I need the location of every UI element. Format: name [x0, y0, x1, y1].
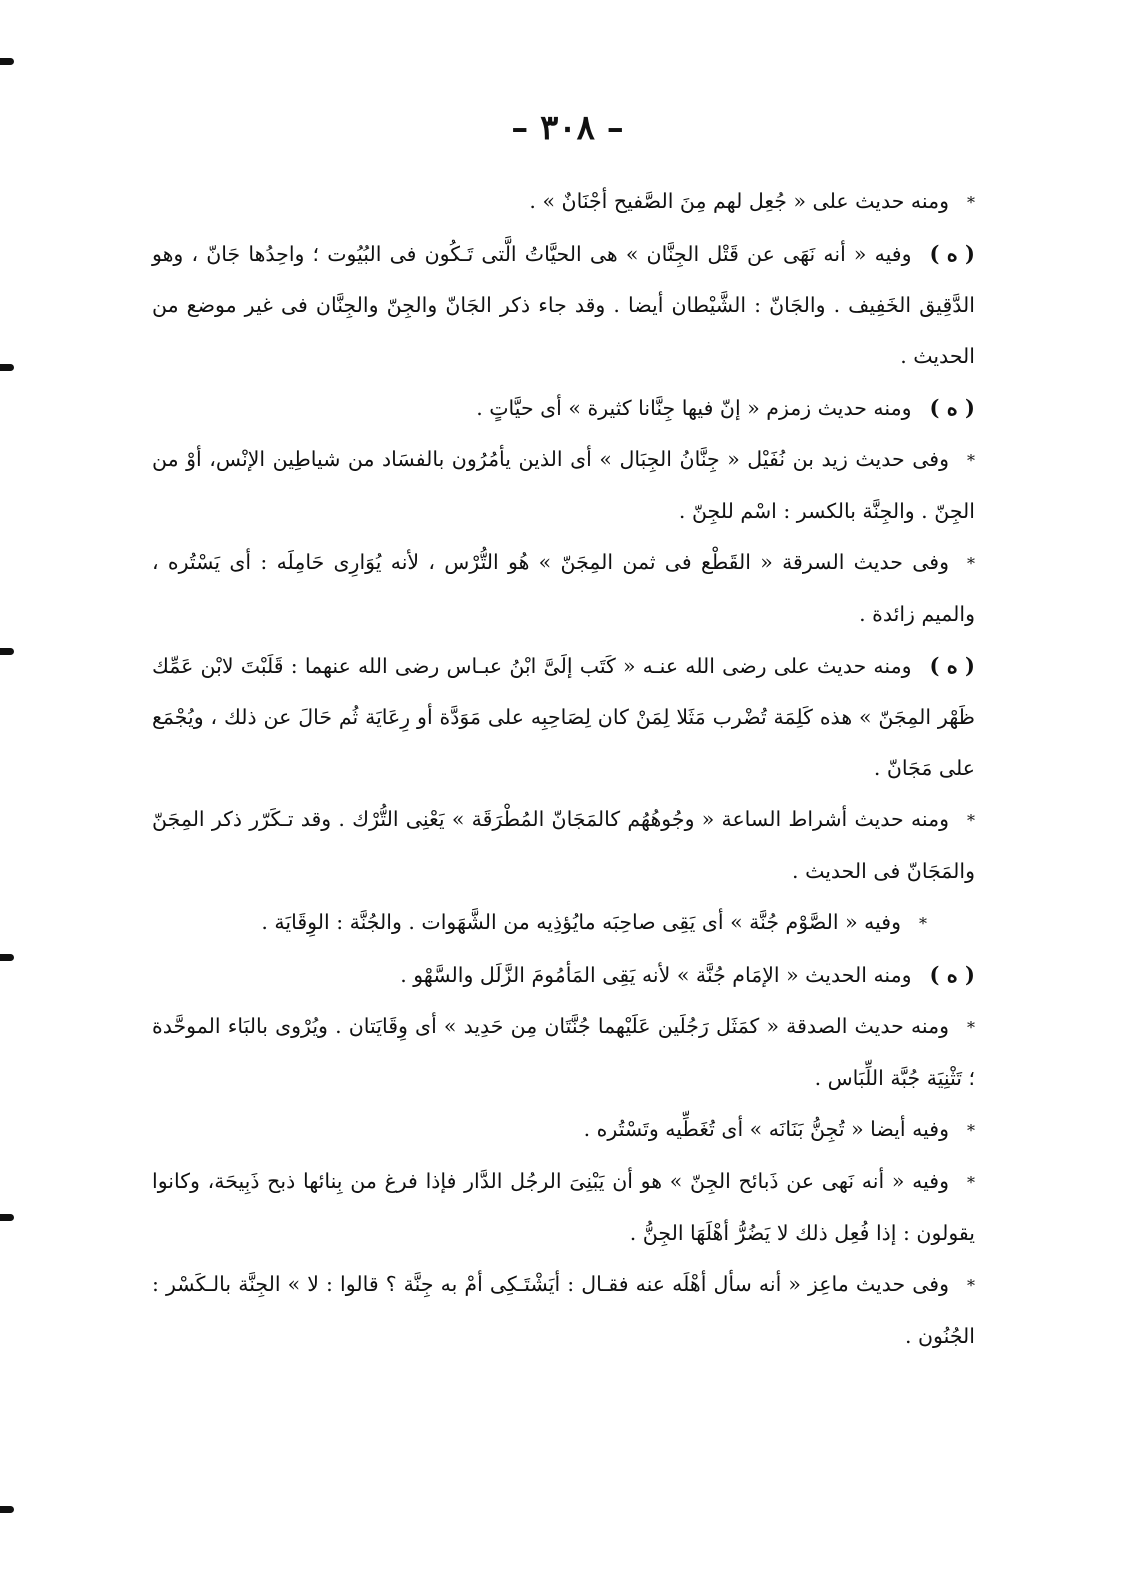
- h-marker: ( ه ): [929, 395, 975, 420]
- entry-text: وفيه « الصَّوْم جُنَّة » أى يَقِى صاحِبَه مايُؤذِيه من الشَّهَوات . والجُنَّة : الوِقَايَة .: [261, 910, 901, 934]
- star-marker: *: [919, 914, 927, 933]
- star-marker: *: [967, 811, 975, 830]
- entry: [152, 382, 975, 434]
- entry: [152, 897, 975, 949]
- entry: [152, 1001, 975, 1104]
- star-marker: *: [967, 554, 975, 573]
- star-marker: *: [967, 1276, 975, 1295]
- entry-text: ومنه حديث على رضى الله عنـه « كَتَب إلَىَّ ابْنُ عبـاس رضى الله عنهما : قَلَبْتَ لابْن عَمِّك ظَهْر المِجَنّ » هذه كَلِمَة تُضْرب مَثَلا لِمَنْ كان لِصَاحِبِه على مَوَدَّة أو رِعَايَة ثُم حَالَ عن ذلك ، ويُجْمَع على مَجَانّ .: [152, 654, 975, 780]
- entry-text: ومنه حديث على « جُعِل لهم مِنَ الصَّفيح أجْنَانٌ » .: [529, 189, 949, 213]
- entry: [152, 640, 975, 794]
- entry: [152, 228, 975, 382]
- entry-text: ومنه الحديث « الإمَام جُنَّة » لأنه يَقِى المَأمُومَ الزَّلَل والسَّهْو .: [400, 963, 912, 987]
- scan-edge-mark: [0, 954, 14, 961]
- star-marker: *: [967, 451, 975, 470]
- star-marker: *: [967, 1173, 975, 1192]
- entry-text: وفيه « أنه نَهى عن ذَبائح الجِنّ » هو أن يَبْنِىَ الرجُل الدَّار فإذا فرغ من بِنائها ذبح ذَبِيحَة، وكانوا يقولون : إذا فُعِل ذلك لا يَضُرُّ أهْلَهَا الجِنُّ .: [152, 1169, 975, 1245]
- entry: [152, 1259, 975, 1362]
- star-marker: *: [967, 1018, 975, 1037]
- entry-text: ومنه حديث أشراط الساعة « وجُوهُهُم كالمَجَانّ المُطْرَقَة » يَعْنِى التُّرْك . وقد تـكَرّر ذكر المِجَنّ والمَجَانّ فى الحديث .: [152, 807, 975, 883]
- entry-text: ومنه حديث زمزم « إنّ فيها جِنَّانا كثيرة » أى حيَّاتٍ .: [476, 396, 912, 420]
- entry: [152, 1156, 975, 1259]
- entry-text: وفى حديث السرقة « القَطْع فى ثمن المِجَنّ » هُو التُّرْس ، لأنه يُوَارِى حَامِلَه : أى يَسْتُره ، والميم زائدة .: [152, 550, 975, 626]
- entry-text: وفى حديث ماعِز « أنه سأل أهْلَه عنه فقـال : أيَشْتَـكِى أمْ به جِنَّة ؟ قالوا : لا » الجِنَّة بالـكَسْر : الجُنُون .: [152, 1272, 975, 1348]
- scan-edge-mark: [0, 1506, 14, 1513]
- star-marker: *: [967, 193, 975, 212]
- h-marker: ( ه ): [929, 653, 975, 678]
- scan-edge-mark: [0, 58, 14, 65]
- page-number: – ٣٠٨ –: [511, 108, 624, 148]
- scan-edge-mark: [0, 648, 14, 655]
- h-marker: ( ه ): [929, 962, 975, 987]
- entry-text: ومنه حديث الصدقة « كمَثَل رَجُلَين عَلَيْهما جُنَّتَان مِن حَدِيد » أى وِقَايَتان . ويُرْوى بالبَاء الموحَّدة ؛ تَثْنِيَة جُبَّة اللِّبَاس .: [152, 1014, 975, 1090]
- entry: [152, 949, 975, 1001]
- entry: [152, 176, 975, 228]
- star-marker: *: [967, 1121, 975, 1140]
- entry: [152, 1104, 975, 1156]
- scan-edge-mark: [0, 364, 14, 371]
- entry: [152, 434, 975, 537]
- entry: [152, 794, 975, 897]
- entry-text: وفى حديث زيد بن نُفَيْل « جِنَّانُ الجِبَال » أى الذين يأمُرُون بالفسَاد من شياطِين الإنْس، أوْ من الجِنّ . والجِنَّة بالكسر : اسْم للجِنّ .: [152, 447, 975, 523]
- scan-edge-mark: [0, 1214, 14, 1221]
- entry-text: وفيه « أنه نَهَى عن قَتْل الجِنَّان » هى الحيَّاتُ الَّتى تَـكُون فى البُيُوت ؛ واحِدُها جَانّ ، وهو الدَّقِيق الخَفِيف . والجَانّ : الشَّيْطان أيضا . وقد جاء ذكر الجَانّ والجِنّ والجِنَّان فى غير موضع من الحديث .: [152, 242, 975, 368]
- entry: [152, 537, 975, 640]
- entry-text: وفيه أيضا « تُجِنُّ بَنَانَه » أى تُغَطِّيه وتَسْتُره .: [583, 1117, 949, 1141]
- page-body: [152, 176, 975, 1362]
- h-marker: ( ه ): [929, 241, 975, 266]
